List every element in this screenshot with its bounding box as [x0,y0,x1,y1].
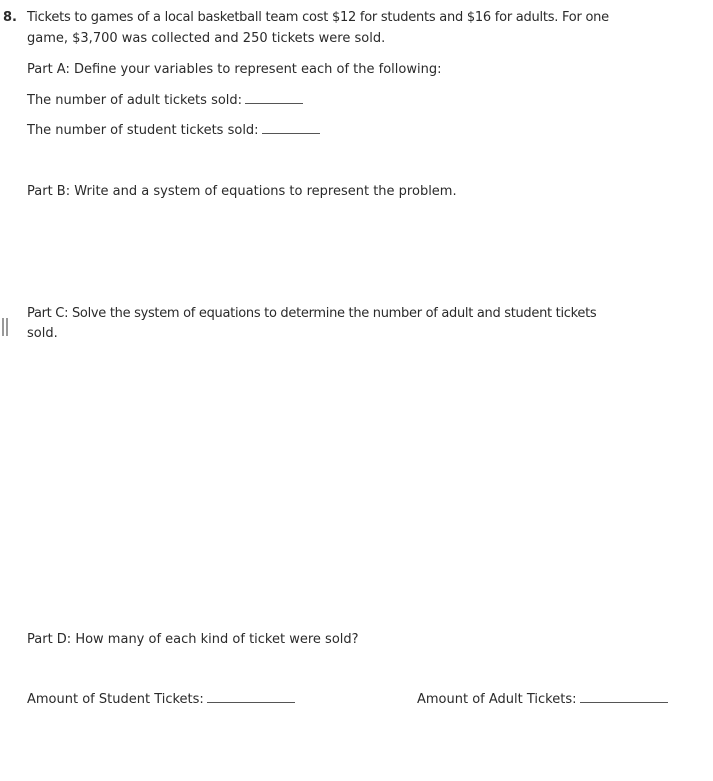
adult-amount-row [417,692,668,708]
adult-variable-label: The number of adult tickets sold: [27,93,243,108]
student-amount-blank[interactable] [207,701,295,703]
adult-amount-label: Amount of Adult Tickets: [417,692,577,707]
part-c-prompt-line1: Part C: Solve the system of equations to determine the number of adult and student tickets [27,306,597,321]
student-variable-label: The number of student tickets sold: [27,123,259,138]
question-number: 8. [3,10,17,25]
student-amount-label: Amount of Student Tickets: [27,692,204,707]
adult-variable-row [27,93,303,109]
question-text-line1: Tickets to games of a local basketball team cost $12 for students and $16 for adults. For one [27,10,609,25]
part-d-prompt: Part D: How many of each kind of ticket were sold? [27,632,359,647]
student-amount-row [27,692,295,708]
question-text-line2: game, $3,700 was collected and 250 tickets were sold. [27,31,386,46]
part-c-prompt-line2: sold. [27,326,58,341]
student-variable-row [27,123,320,139]
student-variable-blank[interactable] [262,132,320,134]
margin-mark [2,318,8,336]
adult-amount-blank[interactable] [580,701,668,703]
part-b-prompt: Part B: Write and a system of equations to represent the problem. [27,184,457,199]
adult-variable-blank[interactable] [245,102,303,104]
part-a-prompt: Part A: Define your variables to represent each of the following: [27,62,442,77]
